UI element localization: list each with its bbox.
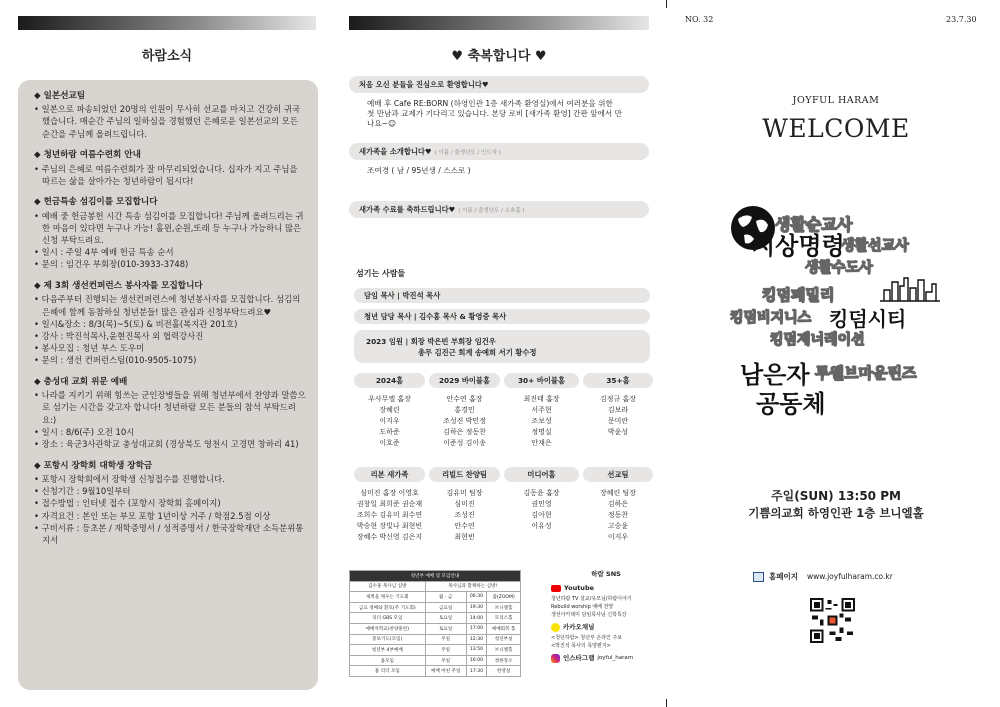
cover-line1a: 생활순교사 <box>775 215 853 234</box>
sns-line: Rebuild worship 예배 찬양 <box>551 604 614 610</box>
group-member: 조성진 박민정 <box>443 417 486 425</box>
schedule-cell: 청년부 4부예배 <box>350 645 426 656</box>
group-member: 우사무엘 홈장 <box>368 395 411 403</box>
notice-line: • 일본으로 파송되었던 20명의 인원이 무사히 선교를 마치고 건강히 귀국했습니다. 매순간 주님의 일하심을 경험했던 은혜로운 일본선교의 모든 순간을 주님께 올려드립니다. <box>34 104 301 139</box>
service-place: 기쁨의교회 하영인관 1층 브니엘홀 <box>748 506 924 520</box>
notice-item <box>34 280 306 366</box>
schedule-cell: 16:00 <box>466 655 487 666</box>
schedule-cell: 주일 <box>425 655 466 666</box>
group-member: 조성진 <box>454 511 475 519</box>
group-name: 30+ 바이블홈 <box>504 373 579 388</box>
notice-line: • 나라를 지키기 위해 힘쓰는 군인장병들을 위해 청년부에서 찬양과 말씀으로 섬기는 시간을 갖고자 합니다! 청년하람 모든 분들의 참석 부탁드려요:) <box>34 390 306 425</box>
notice-heading: ◆ 제 3회 생선컨퍼런스 봉사자를 모집합니다 <box>34 281 203 292</box>
group-member: 김하은 정동찬 <box>443 428 486 436</box>
schedule-row <box>350 592 521 603</box>
schedule-cell: 금요일 <box>425 602 466 613</box>
group-members <box>504 488 579 532</box>
group-members <box>504 394 579 449</box>
schedule-cell: 월 - 금 <box>425 592 466 603</box>
sns-line: 생선아카데미 담임목사님 신학특강 <box>551 612 627 618</box>
schedule-cell: 정한장소 <box>487 655 521 666</box>
blessing-header-bar <box>349 16 649 30</box>
sns-line: <청년하람> 청년부 온라인 주보 <box>551 635 623 641</box>
schedule-cell: 예배자학교(찬양훈련) <box>350 623 426 634</box>
notice-item <box>34 196 306 270</box>
schedule-cell: 17:30 <box>466 666 487 677</box>
group-member: 홍경민 <box>454 406 475 414</box>
group-member: 장혜린 <box>379 406 400 414</box>
notice-line: • 신청기간 : 9월10일부터 <box>34 486 131 497</box>
schedule-row <box>350 602 521 613</box>
schedule-row <box>350 581 521 592</box>
kakao-lines <box>551 634 661 650</box>
schedule-row <box>350 655 521 666</box>
notice-line: • 포항시 장학회에서 장학생 신청접수를 진행합니다. <box>34 473 225 484</box>
instagram-icon <box>551 654 560 663</box>
officers-line-1: 2023 임원 | 회장 박은빈 부회장 임건우 <box>366 336 496 346</box>
instagram-handle[interactable]: joyful_haram <box>597 655 634 661</box>
notice-line: • 주님의 은혜로 여름수련회가 잘 마무리되었습니다. 십자가 지고 주님을 따르는 삶을 살아가는 청년하람이 됩시다! <box>34 163 298 186</box>
group-name: 35+홈 <box>583 373 653 388</box>
notice-line: • 자격요건 : 본인 또는 부모 포항 1년이상 거주 / 학점2.5점 이상 <box>34 510 271 521</box>
schedule-cell: 줌(ZOOM) <box>487 592 521 603</box>
cover-line1c: 생활선교사 <box>841 238 909 254</box>
schedule-cell: 예배 마친 주일 <box>425 666 466 677</box>
cover-line1d: 생활수도사 <box>805 260 873 276</box>
group-members <box>583 394 653 438</box>
group-member: 최현빈 <box>454 533 475 541</box>
homepage-row <box>753 571 893 582</box>
notice-line: • 장소 : 육군3사관학교 충성대교회 (경상북도 영천시 고경면 창하리 41) <box>34 439 299 450</box>
schedule-cell: 홈 리더 모임 <box>350 666 426 677</box>
schedule-table <box>349 570 521 677</box>
schedule-header: 청년부 예배 및 모임안내 <box>350 571 521 582</box>
service-time: 주일(SUN) 13:50 PM <box>771 489 901 503</box>
cover-line2b: 킹덤비지니스 <box>730 310 812 326</box>
blessing-title: ♥ 축복합니다 ♥ <box>451 49 547 64</box>
welcome-title: WELCOME <box>762 114 910 143</box>
schedule-cell: 06:30 <box>466 592 487 603</box>
notice-heading: ◆ 헌금특송 섬김이를 모집합니다 <box>34 197 158 208</box>
schedule-cell: 토요일 <box>425 623 466 634</box>
cover-line1b: 지상명령 <box>752 232 845 260</box>
group-member: 이유성 <box>531 522 552 530</box>
schedule-cell: 13:50 <box>466 645 487 656</box>
cover-line3b: 투웰브마운틴즈 <box>815 364 917 382</box>
group-member: 김아현 <box>531 511 552 519</box>
group-member: 심미진 <box>454 500 475 508</box>
schedule-cell: 홈모임 <box>350 655 426 666</box>
notice-item <box>34 149 306 187</box>
newfamily-label: 새가족을 소개합니다♥ ( 이름 / 출생년도 / 인도자 ) <box>349 143 649 160</box>
notice-heading: ◆ 충성대 교회 위문 예배 <box>34 377 128 388</box>
youtube-icon <box>551 585 561 592</box>
sns-line: 청년하람 TV 설교/유모님/하람이야기 <box>551 596 632 602</box>
group-member: 안수연 홈장 <box>446 395 483 403</box>
group-member: 서주현 <box>531 406 552 414</box>
group-member: 이지우 <box>379 417 400 425</box>
city-skyline-icon <box>880 272 940 302</box>
notice-item <box>34 460 306 546</box>
schedule-cell: 17:00 <box>466 623 487 634</box>
group-member: 권민영 <box>531 500 552 508</box>
notice-line: • 구비서류 : 등초본 / 재학증명서 / 성적증명서 / 한국장학재단 소득분위통지서 <box>34 522 304 545</box>
schedule-cell: 브니엘홀 <box>487 602 521 613</box>
issue-number: NO. 32 <box>685 15 714 24</box>
welcome-label: 처음 오신 분들을 진심으로 환영합니다♥ <box>349 76 649 93</box>
welcome-text: 예배 후 Cafe RE:BORN (하영인관 1층 새가족 환영실)에서 여러분을 위한 첫 만남과 교제가 기다리고 있습니다. 본당 로비 [새가족 환영] 간판 앞에서 만나요~☺ <box>367 99 622 128</box>
notice-line: • 문의 : 생선 컨퍼런스팀(010-9505-1075) <box>34 355 197 366</box>
cover-line2d: 킹덤제너레이션 <box>770 332 865 348</box>
group-member: 박승현 장빛나 최현빈 <box>356 522 423 530</box>
schedule-row <box>350 645 521 656</box>
notice-line: • 일시&장소 : 8/3(목)~5(토) & 비전홀(복지관 201호) <box>34 318 238 329</box>
schedule-row <box>350 634 521 645</box>
sns-line: <박진석 목사의 목양편지> <box>551 643 611 649</box>
group-name: 리빌드 찬양팀 <box>429 467 500 482</box>
group-member: 도하준 <box>379 428 400 436</box>
group-member: 박윤성 <box>607 428 629 436</box>
notices-header-bar <box>18 16 316 30</box>
cover-line3c: 공동체 <box>756 390 826 418</box>
notice-item <box>34 90 306 140</box>
notice-heading: ◆ 포항시 장학회 대학생 장학금 <box>34 460 153 471</box>
schedule-cell: 청년부실 <box>487 634 521 645</box>
servers-title: 섬기는 사람들 <box>356 269 406 278</box>
group-member: 장혜린 팀장 <box>599 489 637 497</box>
fold-mark-bottom <box>666 699 667 707</box>
schedule-cell: 금요 경배와 환호(주 기도회) <box>350 602 426 613</box>
group-member: 안재은 <box>531 439 552 447</box>
pastor-bar: 담임 목사 | 박진석 목사 <box>354 288 650 303</box>
notice-line: • 봉사모집 : 청년 부스 도우미 <box>34 343 145 354</box>
fold-mark-top <box>666 0 667 8</box>
schedule-cell: 브니엘홀 <box>487 645 521 656</box>
notice-line: • 강사 : 박진석목사,윤현진목사 외 협력강사진 <box>34 330 204 341</box>
group-member: 김하은 <box>607 500 629 508</box>
group-member: 김유미 팀장 <box>446 489 483 497</box>
notice-line: • 일시 : 주일 4부 예배 헌금 특송 순서 <box>34 247 174 258</box>
cover-line2c: 킹덤시티 <box>829 307 907 331</box>
issue-date: 23.7.30 <box>946 15 977 24</box>
group-name: 선교팀 <box>583 467 653 482</box>
group-member: 김정규 홈장 <box>599 395 637 403</box>
schedule-row <box>350 666 521 677</box>
group-name: 2029 바이블홈 <box>429 373 500 388</box>
group-member: 최진태 홈장 <box>523 395 560 403</box>
group-member: 심미진 홈장 이영호 <box>360 489 419 497</box>
notice-item <box>34 376 306 450</box>
group-member: 이준성 김이송 <box>443 439 486 447</box>
notices-box <box>18 80 318 690</box>
newfamily-text: 조여경 ( 남 / 95년생 / 스스로 ) <box>367 166 471 175</box>
cover-line3a: 남은자 <box>740 361 810 389</box>
schedule-cell: 14:00 <box>466 613 487 624</box>
schedule-cell: 19:30 <box>466 602 487 613</box>
group-member: 조희수 김유미 최수연 <box>356 511 423 519</box>
sns-title: 하람 SNS <box>591 570 621 578</box>
schedule-cell: 모리스홀 <box>487 613 521 624</box>
schedule-cell: 리더 GBS 모임 <box>350 613 426 624</box>
schedule-row <box>350 613 521 624</box>
group-member: 김보라 <box>607 406 629 414</box>
notice-line: • 예배 중 헌금봉헌 시간 특송 섬김이를 모집합니다! 주님께 올려드리는 귀한 마음이 있다면 누구나 가능! 홀윈,순원,또래 등 누구나 가능하니 많은 신청 부탁드려요. <box>34 210 304 246</box>
notices-title: 하람소식 <box>141 49 193 64</box>
group-name: 미디어홈 <box>504 467 579 482</box>
schedule-cell: 새벽을 깨우는 기도회 <box>350 592 426 603</box>
schedule-cell: 한영실 <box>487 666 521 677</box>
homepage-icon <box>753 572 764 582</box>
notice-line: • 일시 : 8/6(주) 오전 10시 <box>34 426 135 437</box>
homepage-url[interactable]: www.joyfulharam.co.kr <box>806 572 893 581</box>
schedule-cell: 목사님과 함께하는 심방! <box>425 581 520 592</box>
group-member: 김동윤 홈장 <box>523 489 560 497</box>
group-members <box>354 394 425 449</box>
schedule-row <box>350 623 521 634</box>
officers-bar <box>354 330 650 363</box>
notice-heading: ◆ 일본선교팀 <box>34 91 86 101</box>
schedule-cell: 12:30 <box>466 634 487 645</box>
instagram-label[interactable]: 인스타그램 <box>563 654 595 662</box>
group-member: 이호준 <box>379 439 400 447</box>
cover-line2a: 킹덤패밀리 <box>762 286 835 304</box>
schedule-cell: 중보기도(모임) <box>350 634 426 645</box>
group-member: 권창일 최희준 권순재 <box>356 500 423 508</box>
group-member: 장혜수 박신영 김은지 <box>356 533 423 541</box>
group-members <box>354 488 425 543</box>
schedule-cell: 예배회복 홀 <box>487 623 521 634</box>
notice-line: • 접수방법 : 인터넷 접수 (포항시 장학회 홈페이지) <box>34 498 221 509</box>
group-member: 조보성 <box>531 417 552 425</box>
group-members <box>583 488 653 543</box>
notice-line: • 문의 : 임건우 부회장(010-3933-3748) <box>34 259 189 270</box>
group-member: 문미란 <box>607 417 629 425</box>
youtube-label[interactable]: Youtube <box>564 584 594 592</box>
group-name: 리본 새가족 <box>354 467 425 482</box>
group-name: 2024홈 <box>354 373 425 388</box>
schedule-cell: 주일 <box>425 634 466 645</box>
notice-line: • 다음주부터 진행되는 생선컨퍼런스에 청년봉사자를 모집합니다. 섬김의 은혜에 함께 동참하실 청년분들! 많은 관심과 신청부탁드려요♥ <box>34 294 301 317</box>
group-member: 이지우 <box>607 533 629 541</box>
group-members <box>429 488 500 543</box>
homepage-label: 홈페이지 <box>769 572 798 581</box>
officers-line-2: 총무 김진근 회계 송예희 서기 황수정 <box>418 347 537 357</box>
kakao-label[interactable]: 카카오채널 <box>563 623 595 631</box>
graduate-label: 새가족 수료를 축하드립니다♥ ( 이름 / 출생년도 / 소속홈 ) <box>349 201 649 218</box>
kakao-icon <box>551 623 560 632</box>
group-member: 안수연 <box>454 522 475 530</box>
group-member: 고승윤 <box>607 522 629 530</box>
schedule-cell: 김수홍 목사님 심방 <box>350 581 426 592</box>
qr-code-icon[interactable] <box>808 596 857 645</box>
youth-pastor-bar: 청년 담당 목사 | 김수홍 목사 & 황영중 목사 <box>354 309 650 324</box>
sns-block <box>551 570 661 663</box>
group-members <box>429 394 500 449</box>
youtube-lines <box>551 595 661 619</box>
brand-name: JOYFUL HARAM <box>792 95 880 106</box>
group-member: 정명실 <box>531 428 552 436</box>
schedule-cell: 토요일 <box>425 613 466 624</box>
notice-heading: ◆ 청년하람 여름수련회 안내 <box>34 150 141 161</box>
schedule-cell: 주일 <box>425 645 466 656</box>
group-member: 정동찬 <box>607 511 629 519</box>
